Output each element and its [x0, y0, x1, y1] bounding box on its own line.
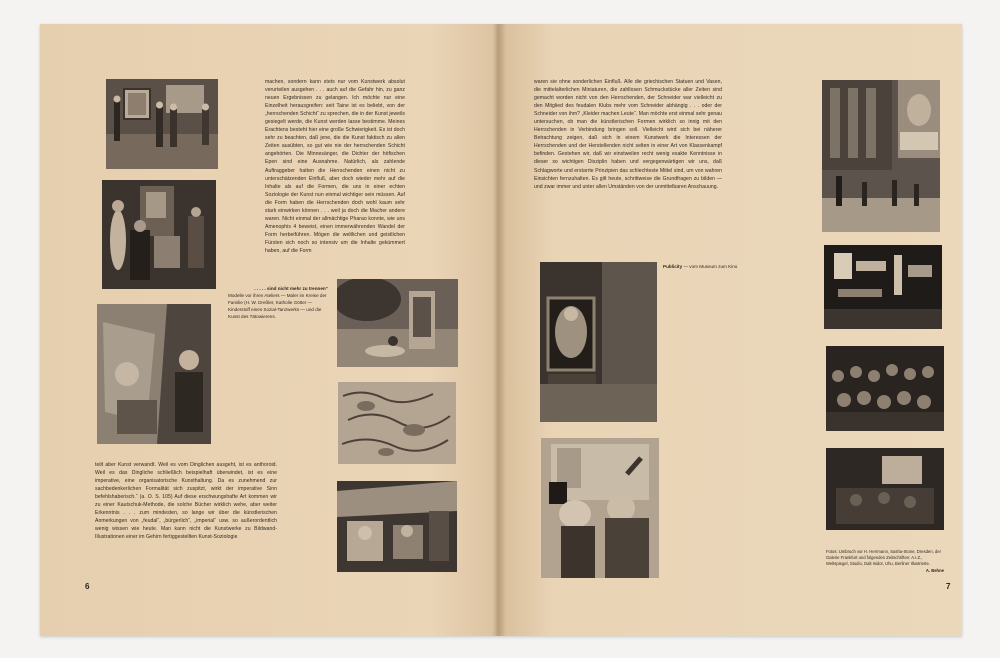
photo-cinema-street	[822, 80, 940, 232]
left-caption-body: Modelle vor ihren Ateliers — Maler im Kreise der Familie (H. W. Dreßler, Katholie Götter — Kinderstoff eines Sozial-Tanzwerks — und die Kunst des Tätowierens.	[228, 292, 327, 319]
photo-neon-signs	[824, 245, 942, 329]
photo-museum-madonna	[540, 262, 657, 422]
spine-gutter	[492, 24, 506, 636]
page-number-left: 6	[85, 582, 90, 591]
photo-interior-figures	[337, 481, 457, 572]
photo-credits	[826, 549, 944, 574]
photo-caricature-figures	[541, 438, 659, 578]
photo-audience	[826, 346, 944, 431]
photo-painter-with-model	[102, 180, 216, 289]
photo-artist-studio	[106, 79, 218, 169]
photo-outdoor-scene	[337, 279, 458, 367]
left-caption-title: . . . . . sind nicht mehr zu trennen“	[254, 286, 328, 291]
photo-credits-text: Fotos: Umbruch vor H. Herrmann, Sasha-Stone, Dresden, der Galerie Frankfurt und folgenden Zeitschriften: A.I.Z., Weltspiegel, Studio, Dalt Isidor, Uhu, Berliner Illustrierte.	[826, 549, 941, 567]
photo-tattoo-drawings	[338, 382, 456, 464]
page-number-right: 7	[946, 582, 951, 591]
magazine-spread	[40, 24, 962, 636]
left-caption	[228, 286, 328, 321]
right-caption-title: Publicity	[663, 264, 683, 269]
photo-family-portrait	[97, 304, 211, 444]
right-column-text: waren sie ohne sonderlichen Einfluß. Alle die griechischen Statuen und Vasen, die mittelalterlichen Miniaturen, die zahllosen Schmuckstücke aller Zeiten sind gemacht worden nicht von den Herrschenden, der Schneider war vielleicht zu den Mitglied des feudalen Klubs mehr vom Schneider abhängig . . . oder der Schneider von ihm? „Kleider machen Leute“. Man möchte erst einmal sehr genau untersuchen, ob man die künstlerischen Formen wirklich so innig mit den Herrschenden in Verbindung bringen soll. Vielleicht wird sich bei näherer Betrachtung zeigen, daß sich in einem Kunstwerk die Interessen der Herrschenden und der Herstellenden nicht selten in einer Art von Klassenkampf befinden. Gestehen wir, daß wir einstweilen recht wenig exakte Kenntnisse in dieser so wichtigen Disziplin haben und vergegenwärtigen wir uns, daß Schlagworte und erstarrte Prinzipien das schlechteste Mittel sind, um von wahren Einsichten fernzuhalten. Es gilt heute, schrittweise die Grundfragen zu bilden — und zwar immer und unter allen Umständen von der unmittelbaren Anschauung.	[534, 79, 722, 190]
left-column-text: machen, sondern kann stets nur vom Kunstwerk absolut verurteilen ausgehen . . . auch auf die Gefahr hin, zu ganz neuen Ergebnissen zu gelangen. Ich möchte nur eine Einzelheit herausgreifen: seit Taine ist es beliebt, von der „herrschenden Schicht“ zu sprechen, die in der Kunst jeweils gesiegelt werde, die Kunst werden lasse bestimme. Meines Erachtens besteht hier eine große Schwierigkeit. Es ist doch sehr zu beachten, daß jene, die die Kunst faktisch zu allen Zeiten ausübten, so gut wie nie der herrschenden Schicht angehörten. Die Minnesänger, die Dichter der höfischen Epen sind eine Ausnahme. Natürlich, als zahlende Auftraggeber hatten die Herrschenden einen nicht zu unterschätzenden Einfluß, aber doch wieder mehr auf die Inhalte als auf die Formen, die uns in einer echten Soziologie der Kunst nun einmal wichtiger sein müssen. Auf die Form haben die Herrschenden doch wohl kaum sehr stark einwirken können . . . weil ja doch die Macher andere waren. Nicht einmal der allmächtige Pharao konnte, wie uns Amenophis 4 beweist, einen immerwährenden Wandel der Form herbeiführen. Mögen die weltlichen und geistlichen Fürsten sich noch so intensiv um die Inhalte gekümmert haben, auf die Form	[265, 79, 405, 254]
left-page	[40, 24, 498, 636]
article-author: A. Behne	[925, 567, 944, 573]
photo-cinema-interior	[826, 448, 944, 530]
left-bottom-text: teilt aber Kunst verwandt. Weil es vom Dinglichen ausgeht, ist es anthoroid. Weil es das Dingliche schließlich beispielhaft überwindet, ist es eine imperative, eine organisatorische Kunsthaltung. Da es zunehmend zur sachbedenkerlichen Formalität sich zuspitzt, wirkt der imperative Sinn befehlshaberisch.“ (a. O. S. 105) Auf diese erschwungshafte Art kommen wir zu einer Kautschuk-Methode, die solche Bücher wirklich wehe, aber weiter Erkenntnis . . . zum mindesten, so lange wir über die künstlerischen Anmerkungen von „feudal“, „bürgerlich“, „imperial“ usw. so außerordentlich wenig wissen wie heute. Man kann nicht die Kunstwerke zu Bildwand-Illustrationen einer im Gehirn fertiggestellten Kunst-Soziologie	[95, 462, 277, 541]
right-caption-body: — vom Museum zum Kino	[683, 264, 738, 269]
right-caption	[663, 264, 773, 271]
right-page	[498, 24, 962, 636]
